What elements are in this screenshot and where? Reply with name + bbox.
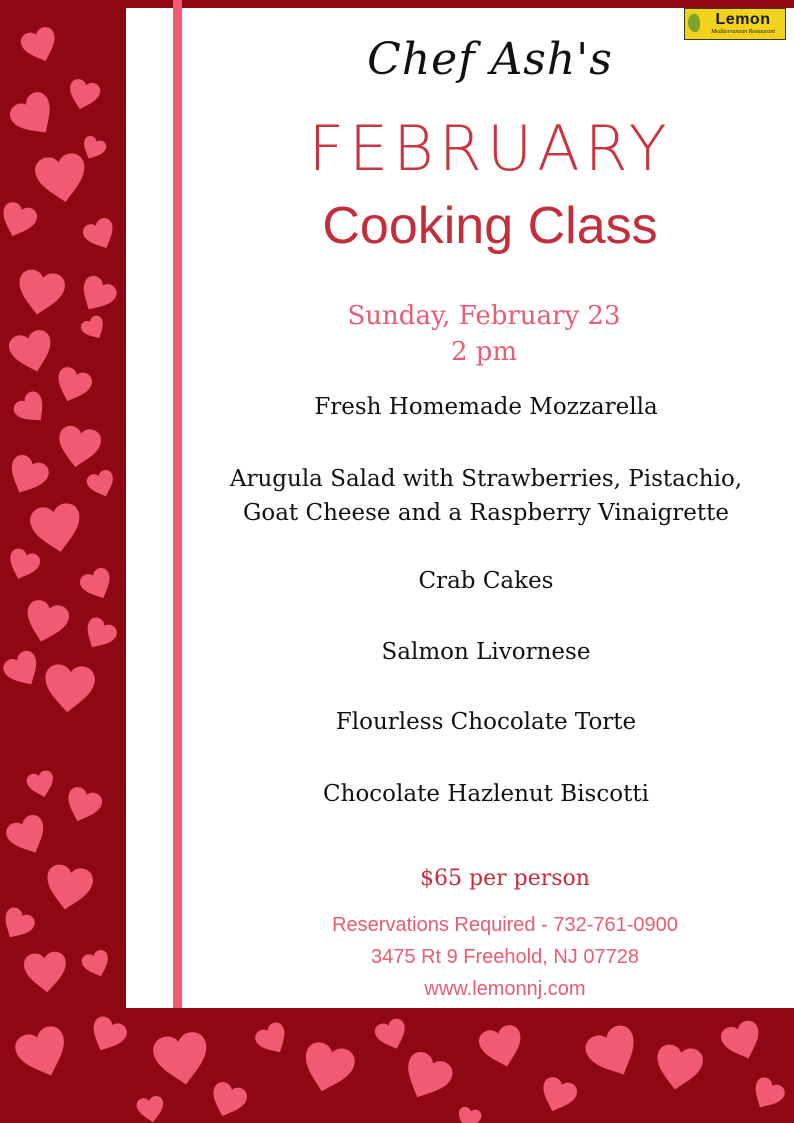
menu-item: Arugula Salad with Strawberries, Pistachio, — [229, 466, 743, 492]
reservations-line: Reservations Required - 732-761-0900 — [332, 914, 678, 936]
menu-item: Crab Cakes — [418, 568, 554, 594]
price-label: $65 per person — [420, 866, 590, 891]
menu-item: Salmon Livornese — [381, 639, 591, 665]
logo-subtitle: Mediterranean Restaurant — [711, 29, 775, 35]
website-link[interactable]: www.lemonnj.com — [424, 978, 586, 1000]
logo-name: Lemon — [715, 11, 771, 28]
event-date: Sunday, February 23 — [347, 301, 621, 331]
pink-stripe — [173, 0, 182, 1008]
event-title: Cooking Class — [322, 197, 658, 255]
lemon-icon — [688, 14, 700, 32]
address-line: 3475 Rt 9 Freehold, NJ 07728 — [371, 946, 639, 968]
chef-title: Chef Ash's — [367, 34, 613, 85]
event-time: 2 pm — [450, 337, 518, 367]
lemon-logo — [684, 8, 786, 40]
menu-item: Goat Cheese and a Raspberry Vinaigrette — [242, 500, 729, 526]
menu-item: Flourless Chocolate Torte — [335, 709, 637, 735]
menu-item: Fresh Homemade Mozzarella — [314, 394, 658, 420]
event-schedule — [284, 298, 684, 370]
month-title: FEBRUARY — [308, 112, 672, 185]
menu-item: Chocolate Hazlenut Biscotti — [323, 781, 649, 807]
